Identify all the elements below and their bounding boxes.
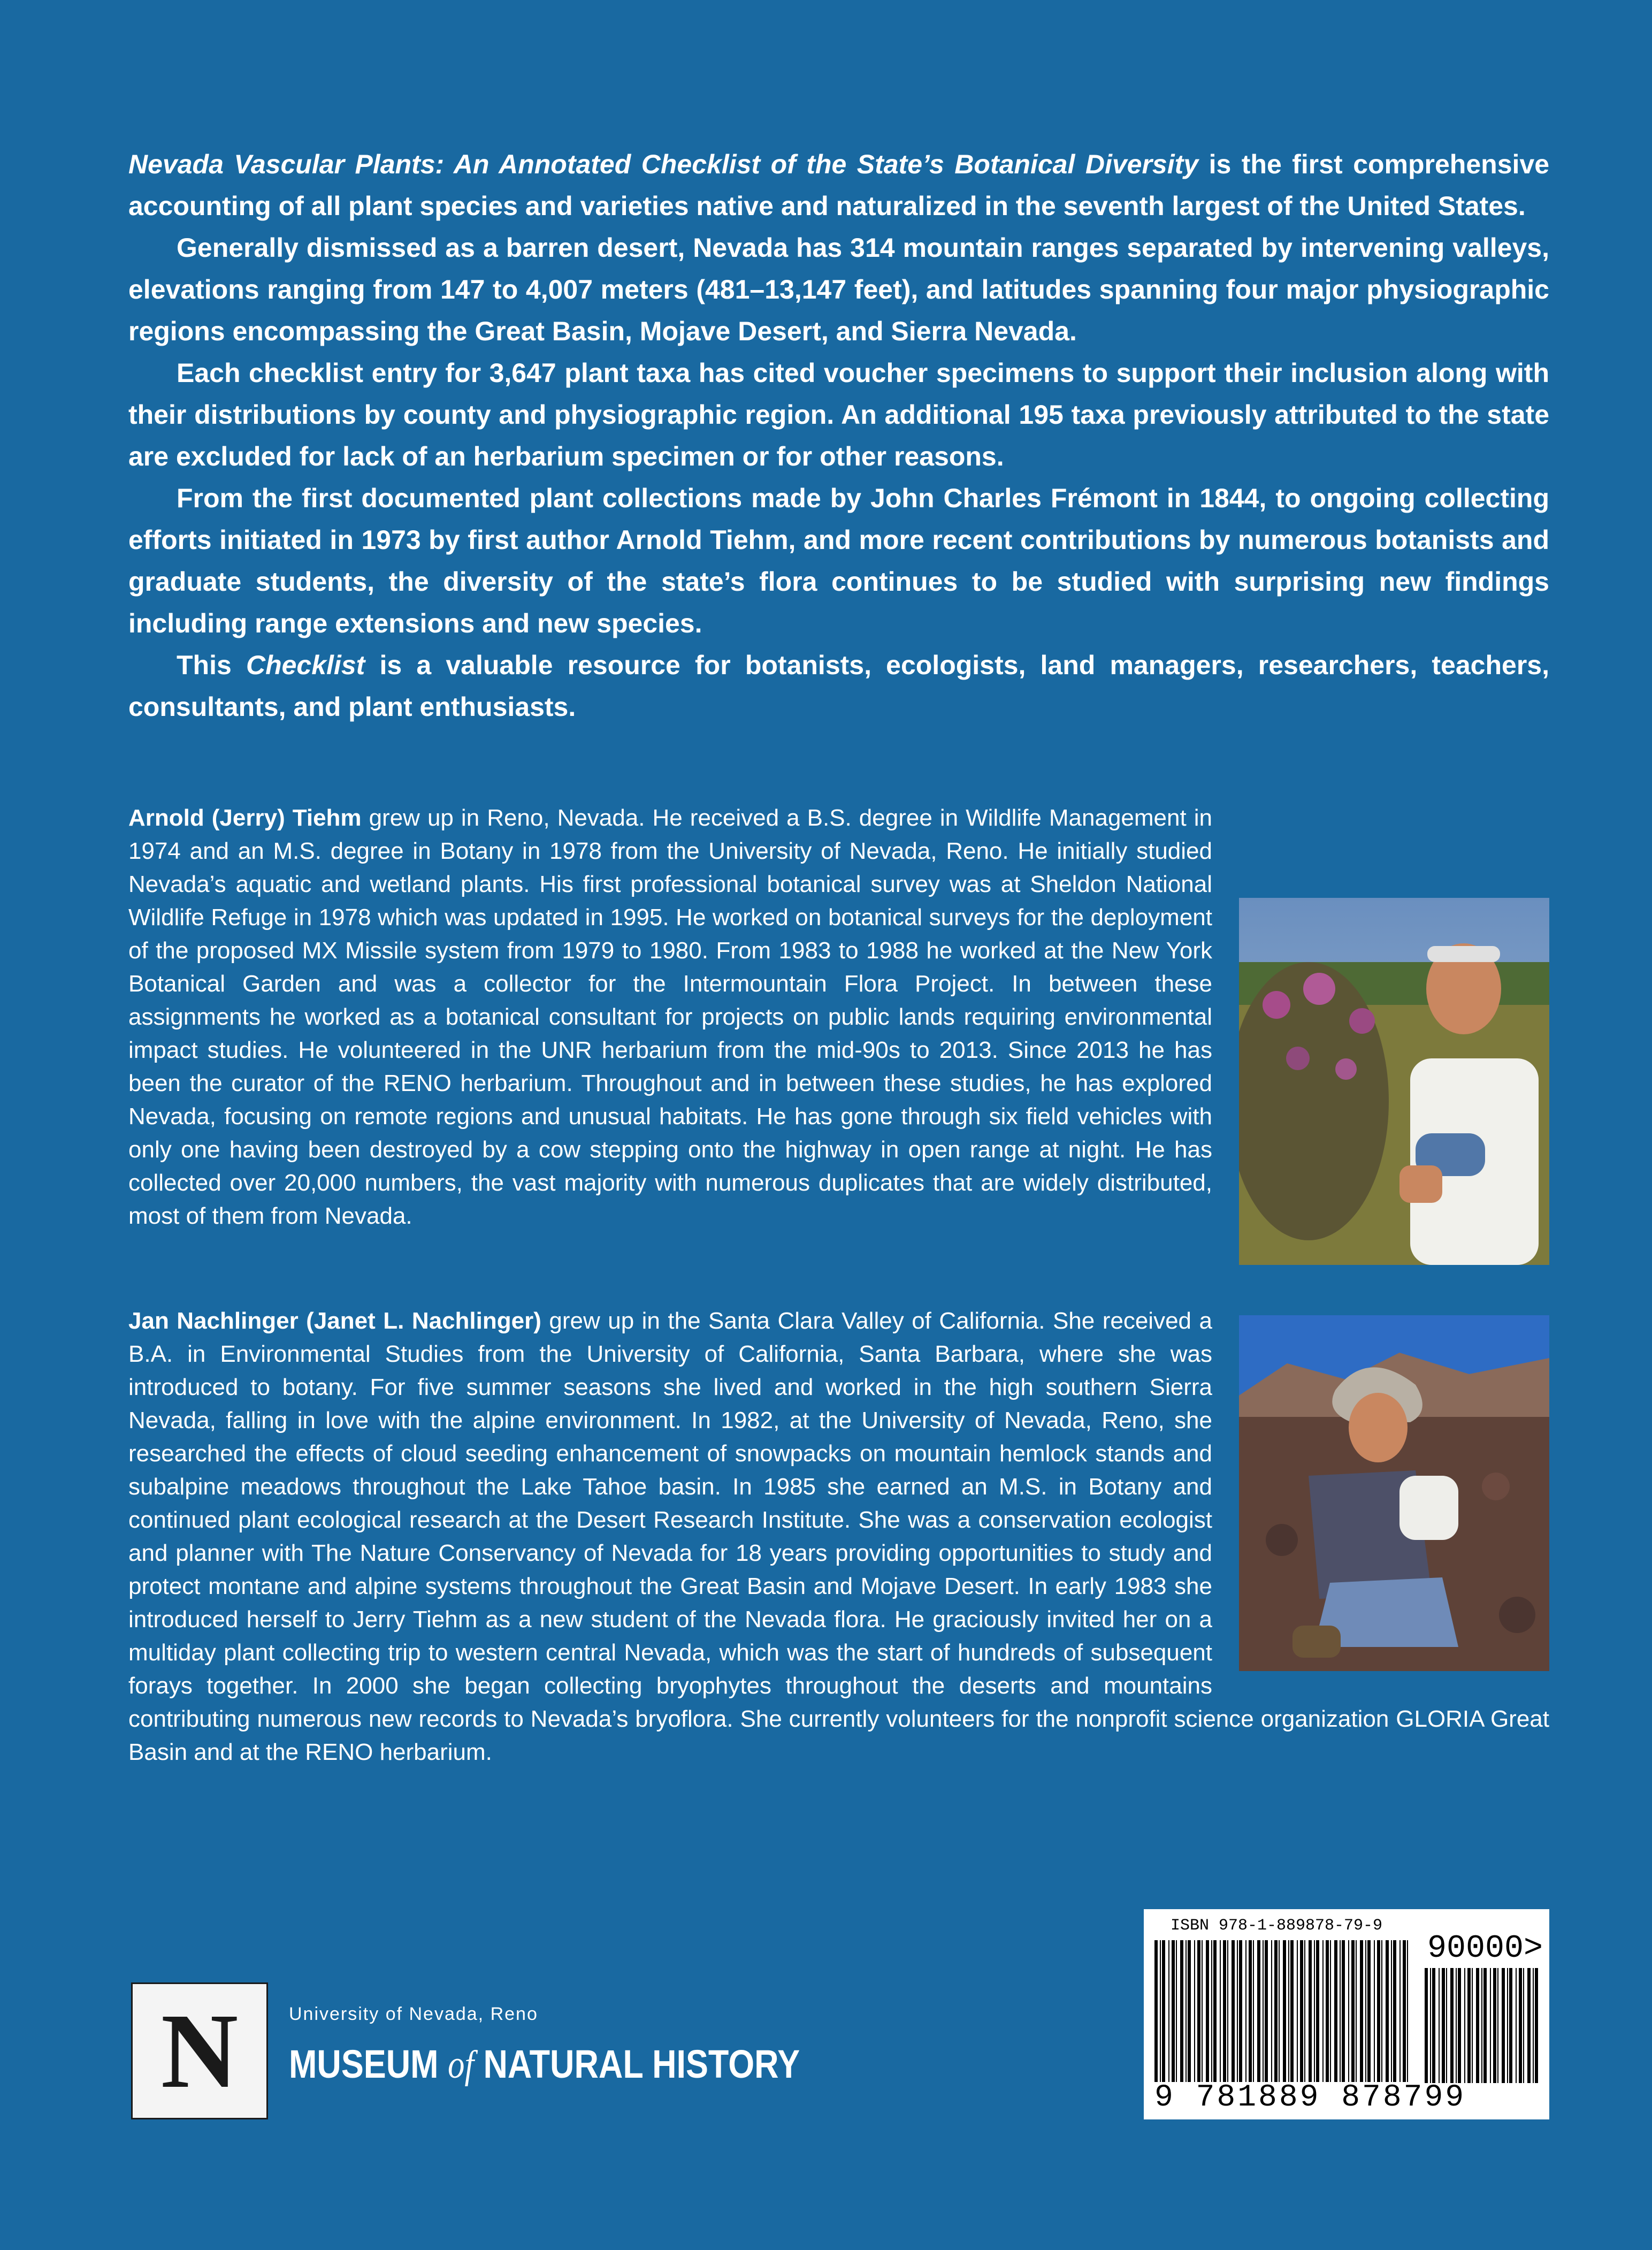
- description-paragraph-4: From the first documented plant collections made by John Charles Frémont in 1844, to ongoing collecting efforts initiated in 1973 by first author Arnold Tiehm, and more recent contributions by numerous botanists and graduate students, the diversity of the state’s flora continues to be studied with surprising new findings including range extensions and new species.: [128, 483, 1549, 638]
- author-name-tiehm: Arnold (Jerry) Tiehm: [128, 805, 362, 831]
- barcode-bar: [1374, 1940, 1375, 2082]
- barcode-bar: [1391, 1940, 1392, 2082]
- barcode-bar: [1399, 1940, 1401, 2082]
- barcode-bar: [1442, 1968, 1445, 2083]
- barcode-bar: [1257, 1940, 1260, 2082]
- barcode-bar: [1211, 1940, 1212, 2082]
- barcode-bar: [1290, 1940, 1294, 2082]
- barcode-bar: [1263, 1940, 1264, 2082]
- barcode-bar: [1381, 1940, 1382, 2082]
- university-n-logo-icon: [131, 1982, 268, 2119]
- barcode-bar: [1334, 1940, 1337, 2082]
- barcode-bar: [1227, 1940, 1228, 2082]
- author-photo-tiehm: [1239, 898, 1549, 1265]
- barcode-bar: [1367, 1940, 1371, 2082]
- barcode-bar: [1237, 1940, 1238, 2082]
- barcode-bar: [1309, 1940, 1312, 2082]
- publisher-university: University of Nevada, Reno: [289, 2004, 538, 2024]
- author-name-nachlinger: Jan Nachlinger (Janet L. Nachlinger): [128, 1308, 541, 1334]
- barcode-bar: [1348, 1940, 1349, 2082]
- isbn-barcode: [1144, 1909, 1549, 2119]
- barcode-bar: [1393, 1940, 1396, 2082]
- barcode-bar: [1288, 1940, 1289, 2082]
- barcode-bar: [1365, 1940, 1366, 2082]
- barcode-bar: [1249, 1940, 1252, 2082]
- barcode-bar: [1450, 1968, 1454, 2083]
- author-bio-nachlinger: [128, 1305, 1549, 1769]
- barcode-bar: [1176, 1940, 1177, 2082]
- barcode-bar: [1533, 1968, 1534, 2083]
- barcode-bar: [1300, 1940, 1303, 2082]
- barcode-bar: [1446, 1968, 1447, 2083]
- bio-text-tiehm: grew up in Reno, Nevada. He received a B.S. degree in Wildlife Management in 1974 and an M.S. degree in Botany in 1978 from the University of Nevada, Reno. He initially studied Nevada’s aquatic and wetland plants. His first professional botanical survey was at Sheldon National Wildlife Refuge in 1978 which was updated in 1995. He worked on botanical surveys for the deployment of the proposed MX Missile system from 1979 to 1980. From 1983 to 1988 he worked at the New York Botanical Garden and was a collector for the Intermountain Flora Project. In between these assignments he worked as a botanical consultant for projects on public lands requiring environmental impact studies. He volunteered in the UNR herbarium from the mid-90s to 2013. Since 2013 he has been the curator of the RENO herbarium. Throughout and in between these studies, he has explored Nevada, focusing on remote regions and unusual habitats. He has gone through six field vehicles with only one having been destroyed by a cow stepping onto the highway in open range at night. He has collected over 20,000 numbers, the vast majority with numerous duplicates that are widely distributed, most of them from Nevada.: [128, 805, 1212, 1229]
- barcode-bar: [1456, 1968, 1457, 2083]
- barcode-bar: [1386, 1940, 1389, 2082]
- barcode-bar: [1314, 1940, 1315, 2082]
- barcode-bar: [1197, 1940, 1200, 2082]
- description-paragraph-1: Nevada Vascular Plants: An Annotated Checklist of the State’s Botanical Diversity is the first comprehensive accounting of all plant species and varieties native and naturalized in the seventh largest of the United States.: [128, 149, 1550, 221]
- barcode-bar: [1279, 1940, 1280, 2082]
- barcode-bar: [1493, 1968, 1496, 2083]
- barcode-bar: [1481, 1968, 1482, 2083]
- barcode-bar: [1206, 1940, 1209, 2082]
- barcode-bar: [1467, 1968, 1471, 2083]
- price-code: 90000>: [1427, 1931, 1543, 1967]
- barcode-bar: [1340, 1940, 1341, 2082]
- barcode-bar: [1502, 1968, 1505, 2083]
- barcode-bar: [1316, 1940, 1319, 2082]
- barcode-bar: [1297, 1940, 1298, 2082]
- barcode-bar: [1274, 1940, 1278, 2082]
- barcode-bar: [1162, 1940, 1165, 2082]
- barcode-bar: [1476, 1968, 1479, 2083]
- barcode-bar: [1220, 1940, 1221, 2082]
- barcode-bar: [1283, 1940, 1286, 2082]
- barcode-bar: [1535, 1968, 1538, 2083]
- barcode-bar: [1202, 1940, 1203, 2082]
- barcode-bar: [1180, 1940, 1183, 2082]
- barcode-bar: [1253, 1940, 1254, 2082]
- description-paragraph-5: This Checklist is a valuable resource for botanists, ecologists, land managers, researchers, teachers, consultants, and plant enthusiasts.: [128, 650, 1549, 722]
- barcode-bar: [1239, 1940, 1242, 2082]
- author-photo-nachlinger: [1239, 1315, 1549, 1671]
- barcode-bar: [1232, 1940, 1235, 2082]
- barcode-bar: [1432, 1968, 1435, 2083]
- description-paragraph-3: Each checklist entry for 3,647 plant taxa has cited voucher specimens to support their inclusion along with their distributions by county and physiographic region. An additional 195 taxa previously attributed to the state are excluded for lack of an herbarium specimen or for other reasons.: [128, 358, 1549, 471]
- barcode-bar: [1188, 1940, 1191, 2082]
- barcode-bar: [1439, 1968, 1440, 2083]
- barcode-bar: [1342, 1940, 1345, 2082]
- barcode-bar: [1172, 1940, 1175, 2082]
- barcode-bar: [1403, 1940, 1406, 2082]
- barcode-bar: [1265, 1940, 1268, 2082]
- barcode-bar: [1464, 1968, 1465, 2083]
- barcode-bar: [1245, 1940, 1246, 2082]
- barcode-bar: [1430, 1968, 1431, 2083]
- barcode-bar: [1377, 1940, 1380, 2082]
- barcode-bar: [1330, 1940, 1331, 2082]
- barcode-bar: [1322, 1940, 1324, 2082]
- bio-text-nachlinger: grew up in the Santa Clara Valley of California. She received a B.A. in Environmental Studies from the University of California, Santa Barbara, where she was introduced to botany. For five summer seasons she lived and worked in the high southern Sierra Nevada, falling in love with the alpine environment. In 1982, at the University of Nevada, Reno, she researched the effects of cloud seeding enhancement of snowpacks on mountain hemlock stands and subalpine meadows throughout the Lake Tahoe basin. In 1985 she earned an M.S. in Botany and continued plant ecological research at the Desert Research Institute. She was a conservation ecologist and planner with The Nature Conservancy of Nevada for 18 years providing opportunities to study and protect montane and alpine systems throughout the Great Basin and Mojave Desert. In early 1983 she introduced herself to Jerry Tiehm as a new student of the Nevada flora. He graciously invited her on a multiday plant collecting trip to western central Nevada, which was the start of hundreds of subsequent forays together. In 2000 she began collecting bryophytes throughout the deserts and mountains contributing numerous new records to Nevada’s bryoflora. She currently volunteers for the nonprofit science organization GLORIA Great Basin and at the RENO herbarium.: [128, 1308, 1549, 1765]
- barcode-bar: [1458, 1968, 1461, 2083]
- barcode-bar: [1223, 1940, 1226, 2082]
- barcode-bar: [1490, 1968, 1491, 2083]
- barcode-bar: [1509, 1968, 1512, 2083]
- description-paragraph-2: Generally dismissed as a barren desert, Nevada has 314 mountain ranges separated by intervening valleys, elevations ranging from 147 to 4,007 meters (481–13,147 feet), and latitudes spanning four major physiographic regions encompassing the Great Basin, Mojave Desert, and Sierra Nevada.: [128, 233, 1549, 346]
- barcode-bar: [1160, 1940, 1161, 2082]
- barcode-bar: [1154, 1940, 1158, 2082]
- barcode-bar: [1168, 1940, 1169, 2082]
- author-bio-tiehm: [128, 802, 1549, 1265]
- barcode-bar: [1425, 1968, 1428, 2083]
- barcode-bar: [1356, 1940, 1357, 2082]
- barcode-bar: [1483, 1968, 1487, 2083]
- logo-letter: N: [160, 1992, 239, 2110]
- barcode-bar: [1326, 1940, 1329, 2082]
- barcode-bar: [1351, 1940, 1355, 2082]
- barcode-bar: [1497, 1968, 1498, 2083]
- barcode-bar: [1523, 1968, 1524, 2083]
- barcode-bar: [1186, 1940, 1187, 2082]
- barcode-bar: [1519, 1968, 1522, 2083]
- book-title: Nevada Vascular Plants: An Annotated Checklist of the State’s Botanical Diversity: [128, 149, 1199, 179]
- price-barcode-icon: [1425, 1968, 1540, 2083]
- barcode-bar: [1271, 1940, 1272, 2082]
- barcode-bar: [1304, 1940, 1305, 2082]
- barcode-bar: [1516, 1968, 1517, 2083]
- book-description: [128, 143, 1549, 728]
- barcode-icon: [1154, 1940, 1411, 2082]
- barcode-bar: [1507, 1968, 1508, 2083]
- barcode-bar: [1213, 1940, 1217, 2082]
- isbn-number: ISBN 978-1-889878-79-9: [1171, 1917, 1383, 1935]
- barcode-bar: [1527, 1968, 1531, 2083]
- barcode-bar: [1194, 1940, 1195, 2082]
- publisher-museum: MUSEUM of NATURAL HISTORY: [289, 2042, 800, 2087]
- barcode-bar: [1407, 1940, 1408, 2082]
- barcode-bar: [1472, 1968, 1473, 2083]
- barcode-bar: [1360, 1940, 1363, 2082]
- barcode-digits: 9 781889 878799: [1154, 2080, 1466, 2115]
